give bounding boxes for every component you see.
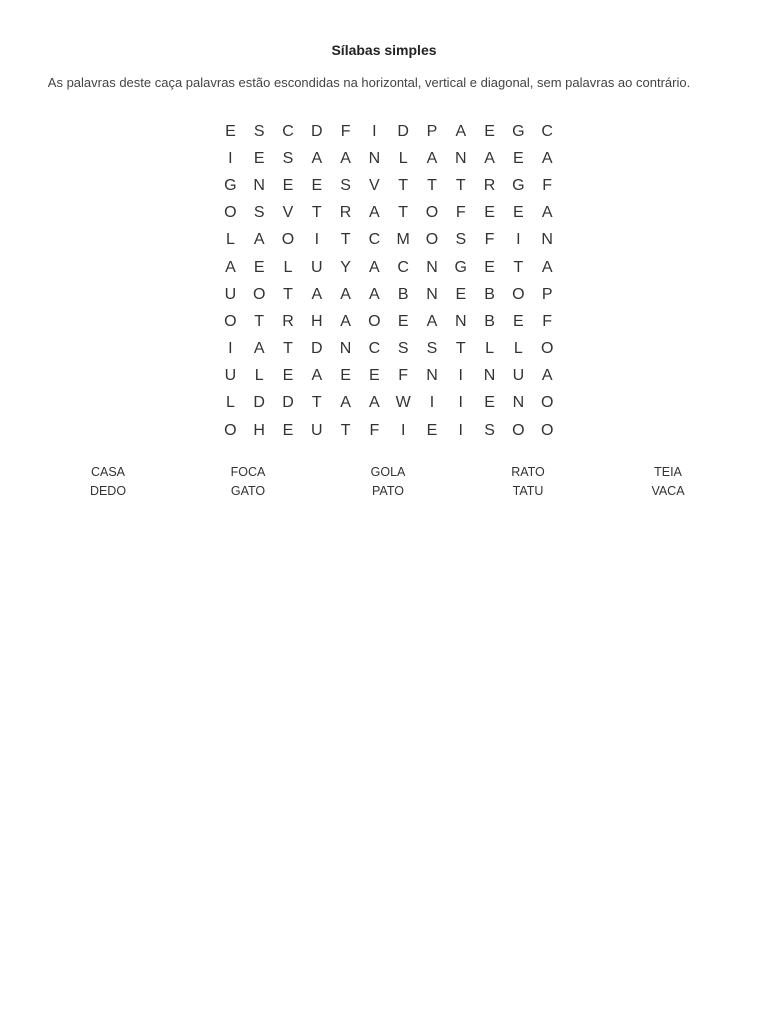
grid-letter: I <box>516 231 521 249</box>
grid-letter: L <box>398 149 408 167</box>
grid-letter: L <box>513 340 523 358</box>
grid-letter: E <box>455 285 467 303</box>
grid-letter: T <box>455 340 466 358</box>
grid-letter: E <box>369 367 380 385</box>
grid-letter: U <box>224 367 237 385</box>
grid-letter: T <box>283 285 293 303</box>
grid-letter: P <box>426 122 438 140</box>
grid-letter: F <box>369 421 380 439</box>
grid-letter: A <box>311 149 323 167</box>
grid-letter: G <box>224 176 237 194</box>
grid-letter: L <box>225 394 235 412</box>
grid-letter: A <box>541 367 553 385</box>
grid-letter: T <box>254 312 265 330</box>
word-list <box>38 463 738 501</box>
grid-letter: F <box>484 231 495 249</box>
grid-letter: C <box>541 122 553 140</box>
word-list-item: DEDO <box>89 484 127 498</box>
page-title: Sílabas simples <box>331 42 437 58</box>
grid-letter: V <box>282 204 294 222</box>
grid-letter: A <box>369 258 380 276</box>
grid-letter: L <box>254 367 264 385</box>
grid-letter: N <box>541 231 553 249</box>
grid-letter: O <box>512 421 525 439</box>
grid-letter: T <box>398 204 409 222</box>
grid-letter: A <box>253 340 265 358</box>
grid-letter: D <box>282 394 294 412</box>
grid-letter: A <box>426 312 438 330</box>
grid-letter: E <box>311 176 323 194</box>
grid-letter: U <box>512 367 525 385</box>
grid-letter: L <box>485 340 495 358</box>
grid-letter: U <box>224 285 237 303</box>
grid-letter: O <box>540 394 554 412</box>
grid-letter: O <box>224 312 237 330</box>
grid-letter: T <box>513 258 524 276</box>
grid-letter: S <box>484 421 495 439</box>
grid-letter: S <box>340 176 351 194</box>
grid-letter: E <box>225 122 236 140</box>
grid-letter: E <box>253 258 265 276</box>
grid-letter: O <box>224 421 237 439</box>
grid-letter: E <box>340 367 351 385</box>
grid-letter: A <box>369 204 380 222</box>
grid-letter: O <box>252 285 266 303</box>
word-search-grid <box>216 118 562 444</box>
grid-letter: R <box>282 312 294 330</box>
grid-letter: L <box>225 231 235 249</box>
grid-letter: T <box>311 394 322 412</box>
grid-letter: N <box>426 285 438 303</box>
grid-letter: A <box>253 231 265 249</box>
grid-letter: E <box>397 312 409 330</box>
grid-letter: A <box>311 367 323 385</box>
grid-letter: F <box>455 204 466 222</box>
grid-letter: D <box>397 122 409 140</box>
grid-letter: D <box>311 122 323 140</box>
grid-letter: O <box>368 312 381 330</box>
grid-letter: E <box>484 394 495 412</box>
grid-letter: E <box>426 421 438 439</box>
word-list-item: PATO <box>372 484 404 498</box>
grid-letter: I <box>458 394 463 412</box>
grid-letter: I <box>458 367 463 385</box>
grid-letter: E <box>513 149 524 167</box>
grid-letter: D <box>311 340 323 358</box>
grid-letter: O <box>512 285 525 303</box>
grid-letter: N <box>339 340 352 358</box>
grid-letter: V <box>369 176 380 194</box>
grid-letter: L <box>283 258 293 276</box>
grid-letter: F <box>340 122 351 140</box>
grid-letter: G <box>512 176 525 194</box>
grid-letter: O <box>224 204 237 222</box>
grid-letter: D <box>253 394 265 412</box>
grid-letter: S <box>282 149 294 167</box>
word-list-item: CASA <box>90 465 126 479</box>
grid-letter: N <box>512 394 525 412</box>
grid-letter: I <box>228 149 233 167</box>
grid-letter: T <box>340 421 351 439</box>
grid-letter: I <box>228 340 233 358</box>
grid-letter: I <box>400 421 406 439</box>
grid-letter: B <box>484 285 495 303</box>
grid-letter: O <box>425 231 439 249</box>
grid-letter: A <box>225 258 236 276</box>
grid-letter: I <box>429 394 435 412</box>
grid-letter: T <box>398 176 409 194</box>
grid-letter: N <box>483 367 496 385</box>
grid-letter: G <box>454 258 467 276</box>
grid-letter: E <box>282 367 294 385</box>
grid-letter: F <box>542 312 553 330</box>
grid-letter: N <box>368 149 381 167</box>
grid-letter: T <box>311 204 322 222</box>
grid-letter: E <box>513 312 524 330</box>
grid-letter: E <box>513 204 524 222</box>
grid-letter: P <box>541 285 553 303</box>
grid-letter: O <box>281 231 295 249</box>
grid-letter: G <box>512 122 525 140</box>
grid-letter: N <box>426 258 438 276</box>
grid-letter: O <box>540 340 554 358</box>
grid-letter: A <box>340 394 351 412</box>
grid-letter: N <box>454 312 467 330</box>
grid-letter: A <box>340 285 351 303</box>
word-list-item: RATO <box>511 465 545 479</box>
grid-letter: T <box>340 231 351 249</box>
grid-letter: S <box>426 340 438 358</box>
grid-letter: O <box>540 421 554 439</box>
grid-letter: T <box>455 176 466 194</box>
grid-letter: U <box>311 421 323 439</box>
grid-letter: H <box>311 312 323 330</box>
grid-letter: M <box>396 231 410 249</box>
grid-letter: S <box>253 204 265 222</box>
grid-letter: I <box>372 122 377 140</box>
instructions-text: As palavras deste caça palavras estão escondidas na horizontal, vertical e diagonal, sem palavras ao contrário. <box>47 75 691 90</box>
grid-letter: B <box>484 312 495 330</box>
word-list-item: VACA <box>651 484 685 498</box>
grid-letter: F <box>398 367 409 385</box>
grid-letter: S <box>455 231 467 249</box>
grid-letter: E <box>484 258 495 276</box>
grid-letter: C <box>397 258 409 276</box>
grid-letter: A <box>541 204 553 222</box>
grid-letter: C <box>368 340 381 358</box>
grid-letter: A <box>541 258 553 276</box>
grid-letter: F <box>542 176 553 194</box>
grid-letter: E <box>484 122 495 140</box>
word-list-item: FOCA <box>230 465 266 479</box>
grid-letter: A <box>484 149 495 167</box>
grid-letter: N <box>253 176 265 194</box>
grid-letter: A <box>541 149 553 167</box>
grid-letter: O <box>425 204 439 222</box>
grid-letter: E <box>253 149 265 167</box>
grid-letter: H <box>253 421 265 439</box>
grid-letter: T <box>427 176 437 194</box>
word-list-item: GATO <box>230 484 266 498</box>
grid-letter: W <box>395 394 411 412</box>
grid-letter: B <box>397 285 409 303</box>
grid-letter: E <box>282 421 294 439</box>
grid-letter: I <box>314 231 320 249</box>
grid-letter: T <box>283 340 293 358</box>
grid-letter: A <box>340 312 351 330</box>
grid-letter: N <box>426 367 438 385</box>
grid-letter: S <box>397 340 409 358</box>
grid-letter: A <box>369 394 380 412</box>
grid-letter: C <box>282 122 294 140</box>
grid-letter: C <box>368 231 381 249</box>
grid-letter: A <box>426 149 438 167</box>
word-list-item: TEIA <box>654 465 682 479</box>
grid-letter: R <box>339 204 352 222</box>
grid-letter: A <box>455 122 467 140</box>
grid-letter: I <box>458 421 463 439</box>
word-list-item: TATU <box>512 484 544 498</box>
word-list-item: GOLA <box>370 465 406 479</box>
grid-letter: E <box>484 204 495 222</box>
grid-letter: A <box>369 285 380 303</box>
grid-letter: E <box>282 176 294 194</box>
grid-letter: U <box>311 258 323 276</box>
grid-letter: A <box>340 149 351 167</box>
grid-letter: N <box>454 149 467 167</box>
grid-letter: A <box>311 285 323 303</box>
grid-letter: S <box>253 122 265 140</box>
grid-letter: Y <box>340 258 351 276</box>
grid-letter: R <box>483 176 496 194</box>
